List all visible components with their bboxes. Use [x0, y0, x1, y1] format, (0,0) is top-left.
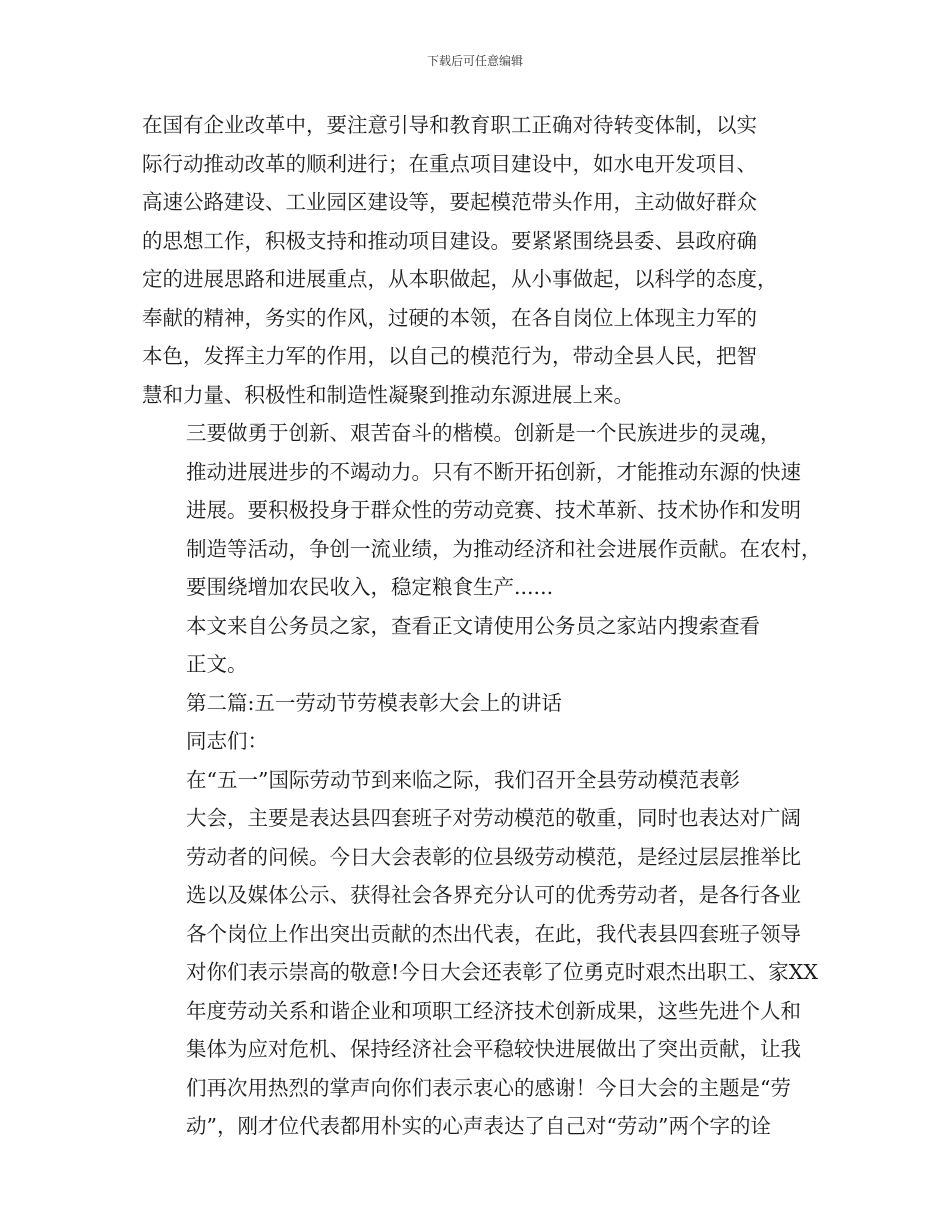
paragraph: [142, 414, 822, 607]
text-line: 的思想工作，积极支持和推动项目建设。要紧紧围绕县委、县政府确: [142, 228, 757, 253]
text-line: 定的进展思路和进展重点，从本职做起，从小事做起，以科学的态度，: [142, 267, 778, 291]
text-line: 选以及媒体公示、获得社会各界充分认可的优秀劳动者，是各行各业: [186, 883, 801, 907]
text-line: 们再次用热烈的掌声向你们表示衷心的感谢！今日大会的主题是“劳: [186, 1075, 791, 1100]
text-line: 在国有企业改革中，要注意引导和教育职工正确对待转变体制，以实: [142, 113, 757, 137]
text-line: 进展。要积极投身于群众性的劳动竞赛、技术革新、技术协作和发明: [186, 498, 801, 522]
text-line: 要围绕增加农民收入，稳定粮食生产......: [186, 575, 554, 599]
text-line: 同志们：: [186, 729, 268, 753]
paragraph: [142, 607, 810, 684]
text-line: 年度劳动关系和谐企业和项职工经济技术创新成果，这些先进个人和: [186, 998, 801, 1023]
text-line: 制造等活动，争创一流业绩，为推动经济和社会进展作贡献。在农村，: [186, 536, 822, 561]
text-line: 第二篇:五一劳动节劳模表彰大会上的讲话: [186, 690, 562, 715]
paragraph: [142, 722, 810, 761]
text-line: 动”，刚才位代表都用朴实的心声表达了自己对“劳动”两个字的诠: [186, 1114, 771, 1138]
text-line: 本文来自公务员之家，查看正文请使用公务员之家站内搜索查看: [186, 613, 760, 638]
paragraph: [142, 684, 810, 723]
text-line: 正文。: [186, 652, 248, 676]
page-header-note: 下载后可任意编辑: [426, 54, 523, 68]
text-line: 在“五一”国际劳动节到来临之际，我们召开全县劳动模范表彰: [186, 767, 740, 792]
text-line: 对你们表示崇高的敬意!今日大会还表彰了位勇克时艰杰出职工、家XX: [186, 960, 818, 984]
text-line: 劳动者的问候。今日大会表彰的位县级劳动模范，是经过层层推举比: [186, 844, 801, 869]
text-line: 三要做勇于创新、艰苦奋斗的楷模。创新是一个民族进步的灵魂，: [186, 421, 781, 445]
text-line: 各个岗位上作出突出贡献的杰出代表，在此，我代表县四套班子领导: [186, 921, 801, 946]
text-line: 高速公路建设、工业园区建设等，要起模范带头作用，主动做好群众: [142, 190, 757, 214]
text-line: 集体为应对危机、保持经济社会平稳较快进展做出了突出贡献，让我: [186, 1037, 801, 1061]
document-body: [142, 106, 822, 1146]
text-line: 大会，主要是表达县四套班子对劳动模范的敬重，同时也表达对广阔: [186, 806, 801, 830]
text-line: 慧和力量、积极性和制造性凝聚到推动东源进展上来。: [142, 382, 634, 407]
text-line: 本色，发挥主力军的作用，以自己的模范行为，带动全县人民，把智: [142, 344, 757, 368]
paragraph: [142, 106, 810, 414]
text-line: 奉献的精神，务实的作风，过硬的本领，在各自岗位上体现主力军的: [142, 305, 757, 330]
text-line: 际行动推动改革的顺利进行；在重点项目建设中，如水电开发项目、: [142, 151, 757, 176]
paragraph: [142, 761, 818, 1146]
text-line: 推动进展进步的不竭动力。只有不断开拓创新，才能推动东源的快速: [186, 459, 801, 484]
